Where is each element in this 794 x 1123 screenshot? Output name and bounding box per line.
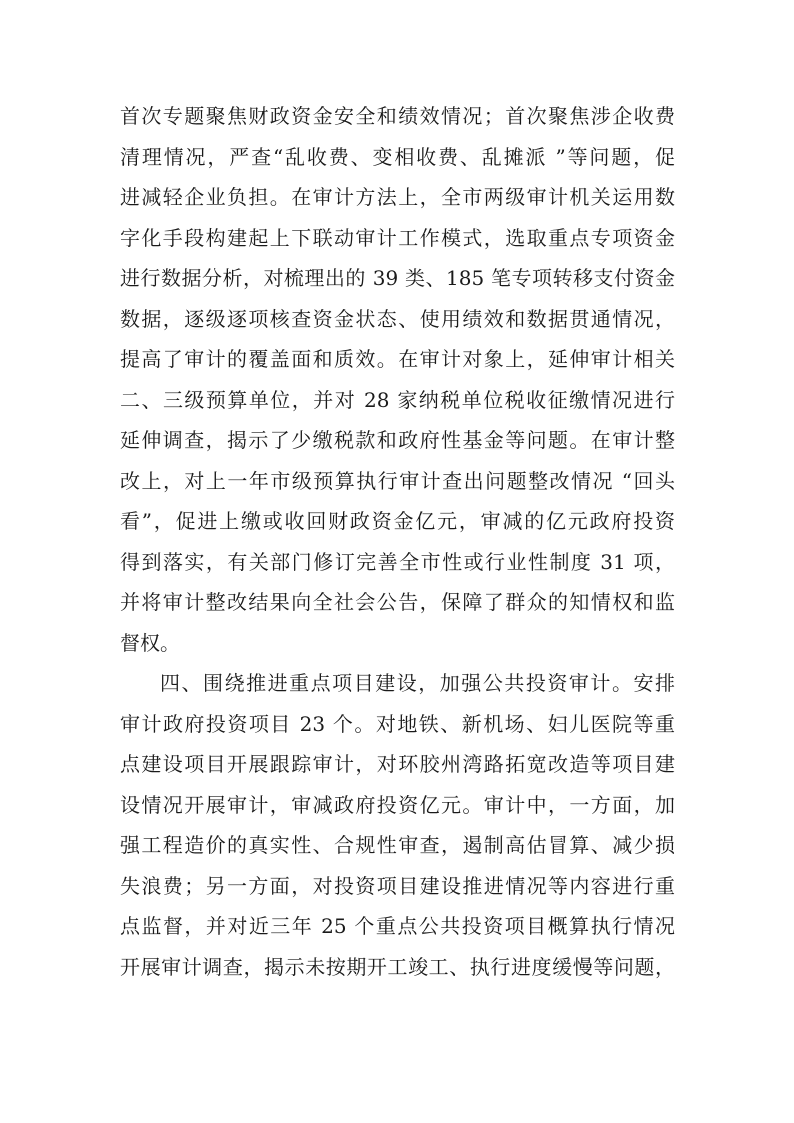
- paragraph-line: 进减轻企业负担。在审计方法上，全市两级审计机关运用数: [120, 185, 675, 209]
- paragraph-line: 进行数据分析，对梳理出的 39 类、185 笔专项转移支付资金: [120, 266, 675, 290]
- paragraph-line: 数据，逐级逐项核查资金状态、使用绩效和数据贯通情况，: [120, 306, 675, 331]
- paragraph-line: 字化手段构建起上下联动审计工作模式，选取重点专项资金: [120, 225, 675, 250]
- paragraph-1: [120, 96, 675, 663]
- paragraph-line: 点建设项目开展跟踪审计，对环胶州湾路拓宽改造等项目建: [120, 752, 675, 776]
- paragraph-line: 失浪费；另一方面，对投资项目建设推进情况等内容进行重: [120, 873, 675, 898]
- paragraph-line: 设情况开展审计，审减政府投资亿元。审计中，一方面，加: [120, 792, 675, 817]
- paragraph-2: [120, 663, 675, 987]
- paragraph-line: 审计政府投资项目 23 个。对地铁、新机场、妇儿医院等重: [120, 711, 675, 736]
- body-text: [120, 96, 675, 987]
- paragraph-line: 看”，促进上缴或收回财政资金亿元，审减的亿元政府投资: [120, 509, 675, 533]
- paragraph-line: 强工程造价的真实性、合规性审查，遏制高估冒算、减少损: [120, 833, 675, 857]
- paragraph-line: 四、围绕推进重点项目建设，加强公共投资审计。安排: [160, 671, 675, 695]
- paragraph-line: 得到落实，有关部门修订完善全市性或行业性制度 31 项，: [120, 549, 675, 574]
- paragraph-line: 清理情况，严查“乱收费、变相收费、乱摊派 ”等问题，促: [120, 144, 675, 169]
- paragraph-line: 二、三级预算单位，并对 28 家纳税单位税收征缴情况进行: [120, 387, 675, 412]
- paragraph-line: 延伸调查，揭示了少缴税款和政府性基金等问题。在审计整: [120, 428, 675, 452]
- paragraph-line: 首次专题聚焦财政资金安全和绩效情况；首次聚焦涉企收费: [120, 104, 675, 128]
- paragraph-line: 开展审计调查，揭示未按期开工竣工、执行进度缓慢等问题，: [120, 954, 675, 979]
- paragraph-line: 点监督，并对近三年 25 个重点公共投资项目概算执行情况: [120, 914, 675, 938]
- paragraph-line: 提高了审计的覆盖面和质效。在审计对象上，延伸审计相关: [120, 347, 675, 371]
- paragraph-line: 并将审计整改结果向全社会公告，保障了群众的知情权和监: [120, 590, 675, 614]
- paragraph-line: 改上，对上一年市级预算执行审计查出问题整改情况 “回头: [120, 468, 675, 493]
- paragraph-line: 督权。: [120, 630, 180, 655]
